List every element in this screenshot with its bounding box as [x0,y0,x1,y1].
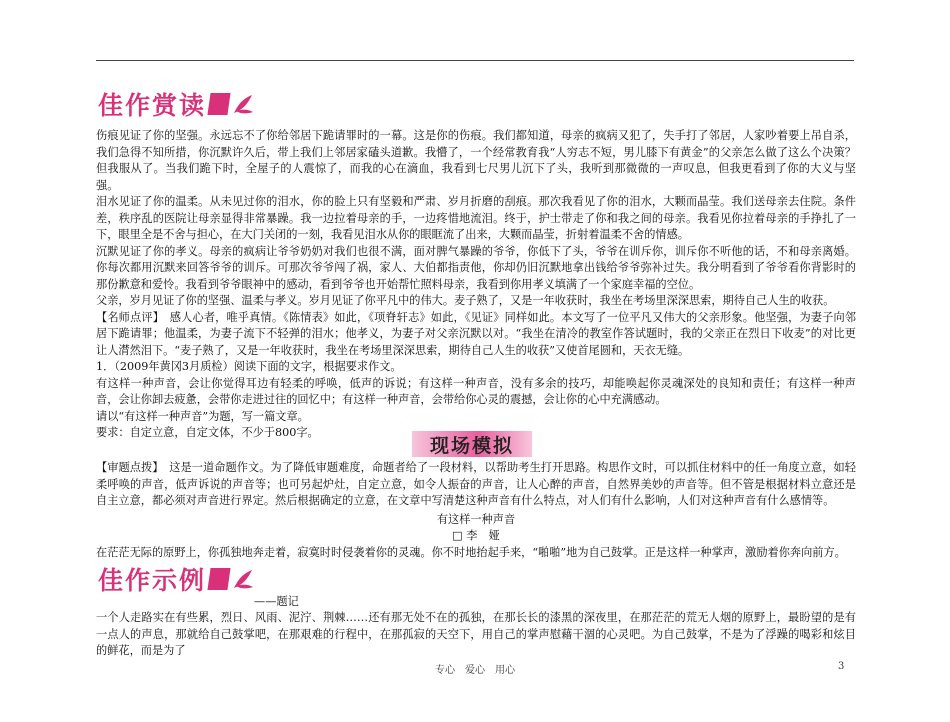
essay-body: 一个人走路实在有些累，烈日、风雨、泥泞、荆棘……还有那无处不在的孤独，在那长长的漆黑的深夜里，在那茫茫的荒无人烟的原野上，最盼望的是有一点人的声息，那就给自己鼓掌吧，在那艰难的行程中，在那孤寂的天空下，用自己的掌声慰藉干涸的心灵吧。为自己鼓掌，不是为了浮躁的喝彩和炫目的鲜花，而是为了 [96,611,856,657]
pink-square-icon [207,568,230,590]
essay-body-block [96,610,856,660]
essay-paragraph: 泪水见证了你的温柔。从未见过你的泪水，你的脸上只有坚毅和严肃、岁月折磨的刮痕。那次我看见了你的泪水，大颗而晶莹。我们送母亲去住院。条件差，秩序乱的医院让母亲显得非常暴躁。我一边拉着母亲的手，一边疼惜地流泪。终于，护士带走了你和我之间的母亲。我看见你拉着母亲的手挣扎了一下，眼里全是不舍与担心，在大门关闭的一刻，我看见泪水从你的眼眶流了出来，大颗而晶莹，折射着温柔不舍的情感。 [96,195,856,241]
top-rule [96,60,854,61]
essay-intro-block [96,545,856,562]
essay-title: 有这样一种声音 [436,513,516,526]
page-number: 3 [838,661,845,672]
leaf-icon [232,568,254,590]
leaf-icon [232,93,254,115]
prompt-requirement: 要求：自定立意，自定文体，不少于800字。 [96,426,319,439]
heading-appreciation [98,86,254,122]
essay-author: □ 李 娅 [452,529,500,542]
essay-intro: 在茫茫无际的原野上，你孤独地奔走着，寂寞时时侵袭着你的灵魂。你不时地抬起手来，“啪啪”地为自己鼓掌。正是这样一种掌声，激励着你奔向前方。 [96,546,846,559]
essay-paragraph: 伤痕见证了你的坚强。永远忘不了你给邻居下跪请罪时的一幕。这是你的伤痕。我们都知道，母亲的疯病又犯了，失手打了邻居，人家吵着要上吊自杀，我们急得不知所措，你沉默许久后，带上我们上邻居家磕头道歉。我懵了，一个经常教育我“人穷志不短，男儿膝下有黄金”的父亲怎么做了这么个决策？但我服从了。当我们跪下时，全屋子的人震惊了，而我的心在滴血，我看到七尺男儿沉下了头，我听到那微微的一声叹息，但我更看到了你的大义与坚强。 [96,129,856,192]
teacher-comment: 【名师点评】 感人心者，唯乎真情。《陈情表》如此，《项脊轩志》如此，《见证》同样如此。本文写了一位平凡又伟大的父亲形象。他坚强，为妻子向邻居下跪请罪；他温柔，为妻子流下不轻弹的泪水；他孝义，为妻子对父亲沉默以对。“我坐在清冷的教室作答试题时，我的父亲正在烈日下收麦”的对比更让人潸然泪下。“麦子熟了，又是一年收获时，我坐在考场里深深思索，期待自己人生的收获”又使首尾圆和，天衣无缝。 [96,310,856,357]
prompt-question: 1．（2009年黄冈3月质检）阅读下面的文字，根据要求作文。 [96,360,402,373]
heading-ornament [209,93,254,115]
heading-ornament [209,568,254,590]
banner-simulation-text: 现场模拟 [429,434,514,457]
banner-simulation [412,431,532,457]
heading-example [98,561,254,597]
footer-motto: 专心 爱心 用心 [435,665,515,676]
pink-square-icon [207,93,230,115]
essay-appreciation [96,128,856,442]
analysis-block [96,460,856,510]
prompt-material: 有这样一种声音，会让你觉得耳边有轻柔的呼唤，低声的诉说；有这样一种声音，没有多余的技巧，却能唤起你灵魂深处的良知和责任；有这样一种声音，会让你卸去疲惫，会带你走进过往的回忆中；有这样一种声音，会带给你心灵的震撼，会让你的心中充满感动。 [96,376,856,406]
essay-paragraph: 父亲，岁月见证了你的坚强、温柔与孝义。岁月见证了你平凡中的伟大。麦子熟了，又是一年收获时，我坐在考场里深深思索，期待自己人生的收获。 [96,294,835,307]
heading-example-text: 佳作示例 [98,566,207,595]
prompt-instruction: 请以“有这样一种声音”为题，写一篇文章。 [96,409,309,423]
heading-appreciation-text: 佳作赏读 [98,91,207,120]
essay-paragraph: 沉默见证了你的孝义。母亲的疯病让爷爷奶奶对我们也很不满，面对脾气暴躁的爷爷，你低下了头，爷爷在训斥你，训斥你不听他的话，不和母亲离婚。你每次都用沉默来回答爷爷的训斥。可那次爷爷闯了祸，家人、大伯都指责他，你却仍旧沉默地拿出钱给爷爷弥补过失。我分明看到了爷爷看你背影时的那份歉意和爱怜。我看到爷爷眼神中的感动，看到爷爷也开始帮忙照料母亲，我看到你用孝义填满了一个家庭幸福的空位。 [96,244,856,291]
analysis-text: 【审题点拨】 这是一道命题作文。为了降低审题难度，命题者给了一段材料，以帮助考生打开思路。构思作文时，可以抓住材料中的任一角度立意，如轻柔呼唤的声音，低声诉说的声音等；也可另起炉灶，自定立意，如令人振奋的声音，让人心醉的声音，自然界美妙的声音等。但不管是根据材料立意还是自主立意，都必须对声音进行界定。然后根据确定的立意，在文章中写清楚这种声音有什么特点，对人们有什么影响，人们对这种声音有什么感情等。 [96,461,856,507]
essay-subtitle: ——题记 [254,595,299,608]
